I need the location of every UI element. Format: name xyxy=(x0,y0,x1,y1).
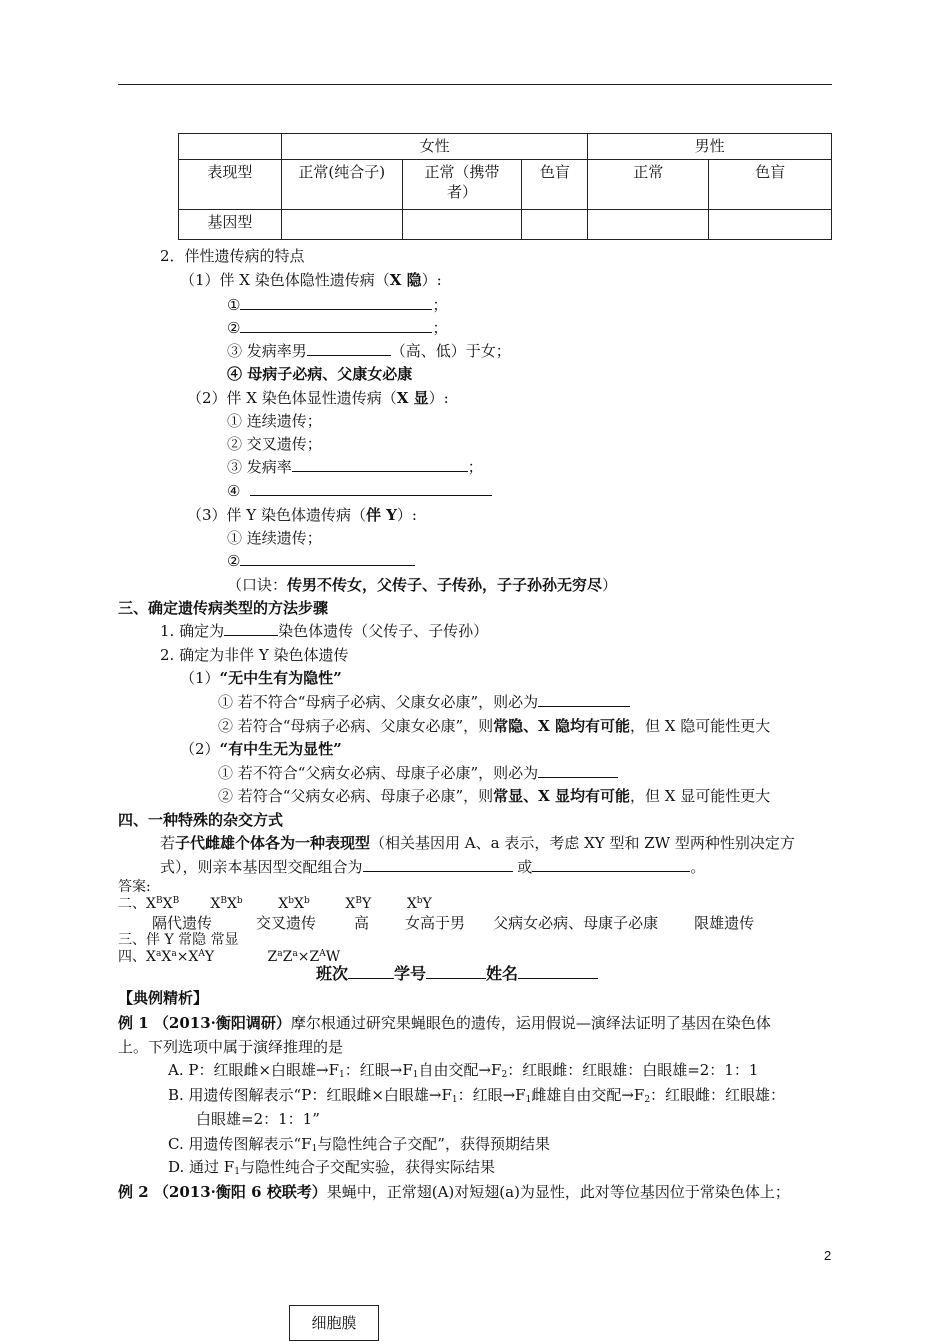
answers-section3: 三、伴 Y 常隐 常显 xyxy=(118,932,239,948)
y-linked-item-2: ② xyxy=(227,551,415,571)
x-recessive-item-2: ② ； xyxy=(227,319,448,337)
female-colorblind: 色盲 xyxy=(522,160,588,210)
rule-2-a: ① 若不符合“父病女必病、母康子必康”，则必为 xyxy=(218,763,618,783)
answers-genotypes: 二、$X^BX^B$ $X^BX^b$ $X^bX^b$ $X^BY$ $X^bY$ xyxy=(118,896,432,912)
x-recessive-title: （1）伴 X 染色体隐性遗传病（X 隐）: xyxy=(180,271,442,289)
phenotype-label: 表现型 xyxy=(179,160,282,210)
option-b-line2: 白眼雄=2：1：1” xyxy=(196,1110,320,1128)
male-normal: 正常 xyxy=(588,160,709,210)
option-a: A. P：红眼雌×白眼雄$\to F_1$：红眼$\to F_1$自由交配$\to F_2$：红眼雌：红眼雄：白眼雄=2：1：1 xyxy=(168,1061,759,1080)
x-dominant-item-1: ① 连续遗传； xyxy=(227,412,322,430)
section4-text-line2: 式），则亲本基因型交配组合为 或 。 xyxy=(160,858,706,876)
rule-1-title: （1）“无中生有为隐性” xyxy=(180,669,342,687)
y-linked-item-1: ① 连续遗传； xyxy=(227,529,322,547)
genotype-table xyxy=(178,133,832,240)
male-header: 男性 xyxy=(588,134,832,160)
genotype-cell xyxy=(402,210,522,240)
x-dominant-title: （2）伴 X 染色体显性遗传病（X 显）: xyxy=(187,389,449,407)
header-rule xyxy=(118,84,832,85)
x-dominant-item-3: ③ 发病率 ； xyxy=(227,458,483,476)
section2-title: 2．伴性遗传病的特点 xyxy=(160,247,305,265)
rule-2-b: ② 若符合“父病女必病、母康子必康”，则常显、X 显均有可能，但 X 显可能性更大 xyxy=(218,787,771,805)
rule-2-title: （2）“有中生无为显性” xyxy=(180,740,342,758)
female-normal-pure: 正常(纯合子) xyxy=(281,160,402,210)
cell-membrane-box: 细胞膜 xyxy=(289,1305,379,1341)
x-recessive-item-4: ④ 母病子必病、父康女必康 xyxy=(227,365,413,383)
table-corner xyxy=(179,134,282,160)
page-number: 2 xyxy=(824,1248,832,1263)
answers-section4: 四、$X^aX^a\times X^AY$ $Z^aZ^a\times Z^AW$ xyxy=(118,949,341,965)
option-d: D. 通过 $F_1$与隐性纯合子交配实验，获得实际结果 xyxy=(168,1158,495,1177)
section4-title: 四、一种特殊的杂交方式 xyxy=(118,811,284,829)
answers-section2: 隔代遗传 交叉遗传 高 女高于男 父病女必病、母康子必康 限雄遗传 xyxy=(152,914,755,932)
rule-1-a: ① 若不符合“母病子必病、父康女必康”，则必为 xyxy=(218,692,630,712)
student-info: 班次 学号 姓名 xyxy=(316,964,598,984)
answers-label: 答案: xyxy=(118,879,151,895)
x-dominant-item-2: ② 交叉遗传； xyxy=(227,435,322,453)
example-1-line2: 上。下列选项中属于演绎推理的是 xyxy=(118,1038,344,1056)
genotype-cell xyxy=(281,210,402,240)
x-recessive-item-1: ① ； xyxy=(227,296,448,314)
x-recessive-item-3: ③ 发病率男 （高、低）于女； xyxy=(227,342,511,360)
example-2-line1: 例 2 （2013·衡阳 6 校联考）果蝇中，正常翅(A)对短翅(a)为显性，此对等位基因位于常染色体上； xyxy=(118,1183,790,1201)
male-colorblind: 色盲 xyxy=(709,160,832,210)
genotype-cell xyxy=(588,210,709,240)
example-1-line1: 例 1 （2013·衡阳调研）摩尔根通过研究果蝇眼色的遗传，运用假说—演绎法证明了基因在染色体 xyxy=(118,1014,771,1032)
x-dominant-item-4: ④ xyxy=(227,481,492,501)
option-c: C. 用遗传图解表示“$F_1$与隐性纯合子交配”，获得预期结果 xyxy=(168,1135,550,1154)
section4-text-line1: 若子代雌雄个体各为一种表现型（相关基因用 A、a 表示，考虑 XY 型和 ZW 型两种性别决定方 xyxy=(160,834,795,852)
rule-1-b: ② 若符合“母病子必病、父康女必康”，则常隐、X 隐均有可能，但 X 隐可能性更大 xyxy=(218,717,771,735)
female-carrier: 正常（携带 者） xyxy=(402,160,522,210)
genotype-cell xyxy=(709,210,832,240)
female-header: 女性 xyxy=(281,134,588,160)
mnemonic: （口诀：传男不传女，父传子、子传孙，子子孙孙无穷尽） xyxy=(227,576,618,594)
genotype-label: 基因型 xyxy=(179,210,282,240)
y-linked-title: （3）伴 Y 染色体遗传病（伴 Y）: xyxy=(187,506,417,524)
step-2: 2. 确定为非伴 Y 染色体遗传 xyxy=(160,646,349,664)
genotype-cell xyxy=(522,210,588,240)
option-b-line1: B. 用遗传图解表示“P：红眼雌×白眼雄$\to F_1$：红眼$\to F_1$雌雄自由交配$\to F_2$：红眼雌：红眼雄： xyxy=(168,1086,786,1105)
step-1: 1. 确定为 染色体遗传（父传子、子传孙） xyxy=(160,622,489,640)
examples-header: 【典例精析】 xyxy=(118,989,209,1007)
id-field[interactable] xyxy=(426,964,486,979)
class-field[interactable] xyxy=(348,964,394,979)
section3-title: 三、确定遗传病类型的方法步骤 xyxy=(118,599,329,617)
name-field[interactable] xyxy=(518,964,598,979)
